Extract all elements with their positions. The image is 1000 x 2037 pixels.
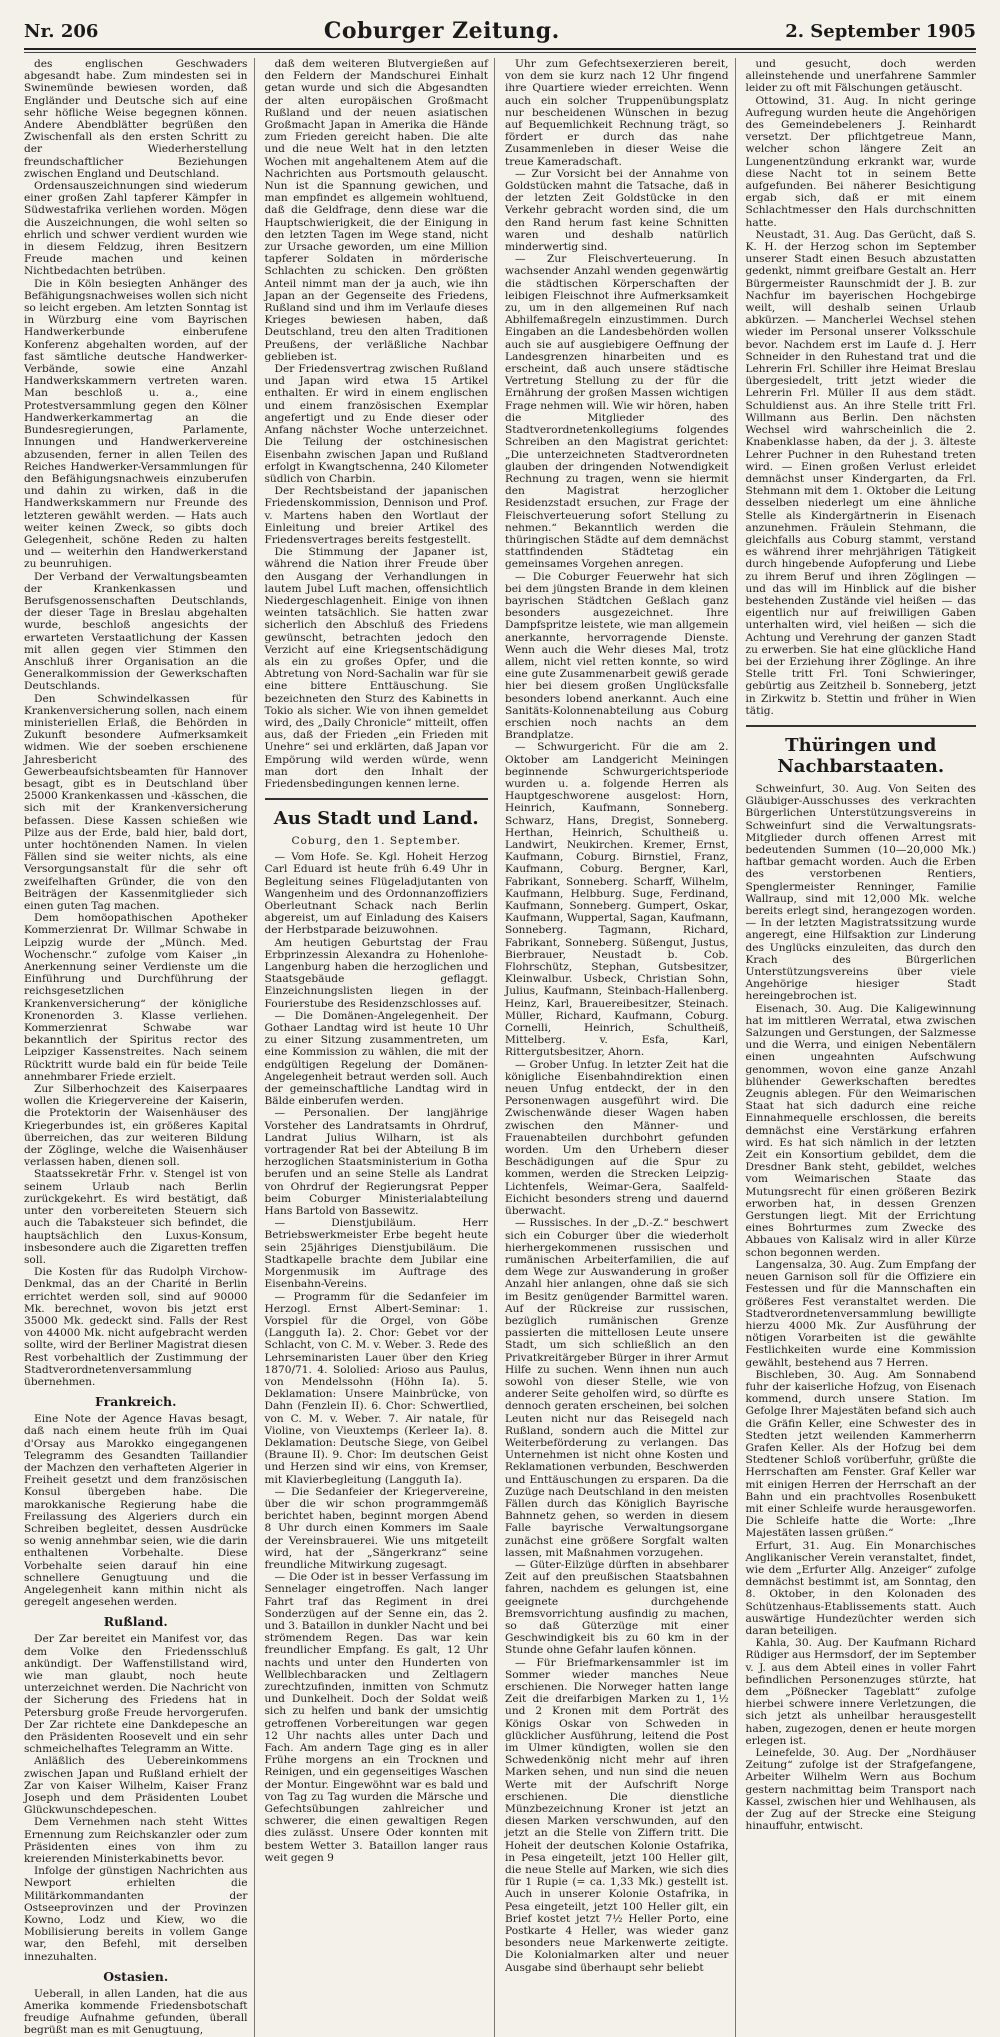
section-heading-ostasien: Ostasien. [103, 1968, 169, 1984]
issue-number: Nr. 206 [24, 20, 99, 42]
column-1 [24, 58, 255, 2037]
article-paragraph: — Für Briefmarkensammler ist im Sommer wieder manches Neue erschienen. Die Norweger hatten lange Zeit die dreifarbigen Marken zu 1, 1½ und 2 Kronen mit dem Porträt des Königs Oskar von Schweden in glücklicher Ausführung, leitend die Post im Ulmer kündigten, wollen sie den Schwedenkönig nicht mehr auf ihren Marken sehen, und nun sind die neuen Werte mit der Aufschrift Norge erschienen. Die dienstliche Münzbezeichnung Kroner ist jetzt an diesen Marken verschwunden, auf den jetzt an die Stelle von Ziffern tritt. Die Hoheit der deutschen Kolonie Ostafrika, in Pesa eingeteilt, jetzt 100 Heller gilt, die neue Stelle auf Marken, wie sich dies für 1 Rupie (= ca. 1,33 Mk.) gestellt ist. Auch in unserer Kolonie Ostafrika, in Pesa eingeteilt, jetzt 100 Heller gilt, ein Brief kostet jetzt 7½ Heller Porto, eine Postkarte 4 Heller, was wieder ganz besonders neue Markenwerte zeitigte. Die Kolonialmarken alter und neuer Ausgabe sind überhaupt sehr beliebt [505, 1656, 729, 1974]
article-paragraph: — Schwurgericht. Für die am 2. Oktober am Landgericht Meiningen beginnende Schwurgerichtsperiode wurden u. a. folgende Herren als Hauptgeschworene ausgelost: Horn, Heinrich, Kaufmann, Sonneberg. Schwarz, Hans, Dregist, Sonneberg. Herthan, Heinrich, Schultheiß u. Landwirt, Neukirchen. Kremer, Ernst, Kaufmann, Coburg. Birnstiel, Franz, Kaufmann, Coburg. Bergner, Karl, Fabrikant, Sonneberg. Scharff, Wilhelm, Kaufmann, Helbburg. Suge, Ferdinand, Kaufmann, Sonneberg. Gumpert, Oskar, Kaufmann, Wuppertal, Sagan, Kaufmann, Sonneberg. Tagmann, Richard, Fabrikant, Sonneberg. Süßengut, Justus, Bierbrauer, Neustadt b. Cob. Flohrschütz, Stephan, Gutsbesitzer, Kleinwalbur. Usbeck, Christian Sohn, Julius, Kaufmann, Steinbach-Hallenberg. Heinz, Karl, Brauereibesitzer, Steinach. Müller, Richard, Kaufmann, Coburg. Cornelli, Heinrich, Schultheiß, Mittelberg. v. Esfa, Karl, Rittergutsbesitzer, Ahorn. [505, 741, 729, 1059]
section-heading-frankreich: Frankreich. [95, 1394, 177, 1410]
article-paragraph: — Personalien. Der langjährige Vorsteher des Landratsamts in Ohrdruf, Landrat Julius Wilharn, ist als vortragender Rat bei der Abteilung B im herzoglichen Staatsministerium in Gotha berufen und an seine Stelle als Landrat von Ohrdruf der Regierungsrat Pepper beim Coburger Ministerialabteilung Hans Bartold von Bassewitz. [264, 1107, 488, 1218]
article-paragraph: — Russisches. In der „D.-Z.“ beschwert sich ein Coburger über die wiederholt hierhergekommenen russischen und rumänischen Arbeiterfamilien, die auf dem Wege zur Auswanderung in großer Anzahl hier anlangen, ohne daß sie sich im Besitz genügender Barmittel waren. Auf der Rückreise zur russischen, bezüglich rumänischen Grenze passierten die mittellosen Leute unsere Stadt, um sich schließlich an den Privatkreitärgeber Bürger in ihrer Armut Hilfe zu suchen. Wenn ihnen nun auch sowohl von dieser Stelle, wie von anderer Seite geholfen wird, so dürfte es dennoch geraten erscheinen, bei solchen Leuten nicht nur das Reisegeld nach Rußland, sondern auch die Mittel zur Weiterbeförderung zu verlangen. Das Unternehmen ist nicht ohne Kosten und Reklamationen verbunden, Beschwerden und Enttäuschungen zu ersparen. Da die Zuzüge nach Deutschland in den meisten Fällen durch das Königlich Bayrische Bahnnetz gehen, so werden in diesem Falle bayrische Verwaltungsorgane zunächst eine größere Sorgfalt walten lassen, mit Maßnahmen vorzugehen. [505, 1217, 729, 1559]
article-paragraph: Erfurt, 31. Aug. Ein Monarchisches Anglikanischer Verein veranstaltet, findet, wie dem „Erfurter Allg. Anzeiger“ zufolge demnächst bestimmt ist, am Sonntag, den 8. Oktober, in den Kolonaden des Schützenhaus-Etablissements statt. Auch auswärtige Hundezüchter werden sich daran beteiligen. [745, 1539, 976, 1637]
article-paragraph: des englischen Geschwaders abgesandt habe. Zum mindesten sei in Swinemünde bewiesen worden, daß Engländer und Deutsche sich auf eine sehr höfliche Weise begegnen können. Andere Abendblätter begrüßen den Zwischenfall als den ersten Schritt zu der Wiederherstellung freundschaftlicher Beziehungen zwischen England und Deutschland. [24, 58, 248, 180]
article-paragraph: daß dem weiteren Blutvergießen auf den Feldern der Mandschurei Einhalt getan wurde und sich die Abgesandten der alten europäischen Großmacht Rußland und der neuen asiatischen Großmacht Japan in Amerika die Hände zum Frieden gereicht haben. Die alte und die neue Welt hat in den letzten Wochen mit angehaltenem Atem auf die Nachrichten aus Portsmouth gelauscht. Nun ist die Spannung gewichen, und man empfindet es allgemein wohltuend, daß die Geldfrage, denn diese war die Hauptschwierigkeit, die der Einigung in den letzten Tagen im Wege stand, nicht zur Ursache geworden, um eine Million tapferer Soldaten in mörderische Schlachten zu schicken. Den größten Anteil nimmt man der ja auch, wie ihn Japan an der Gegenseite des Friedens, Rußland sind und ihm im Verlaufe dieses Krieges bewiesen haben, daß Deutschland, treu den alten Traditionen Preußens, der verläßliche Nachbar geblieben ist. [264, 58, 488, 363]
article-paragraph: — Dienstjubiläum. Herr Betriebswerkmeister Erbe begeht heute sein 25jähriges Dienstjubiläum. Die Stadtkapelle brachte dem Jubilar eine Morgenmusik im Auftrage des Eisenbahn-Vereins. [264, 1217, 488, 1291]
article-paragraph: — Grober Unfug. In letzter Zeit hat die königliche Eisenbahndirektion einen neuen Unfug entdeckt, der in den Personenwagen ausgeführt wird. Die Zwischenwände dieser Wagen haben zwischen den Männer- und Frauenabteilen durchbohrt gefunden worden. Um den Urhebern dieser Beschädigungen auf die Spur zu kommen, werden die Strecken Leipzig-Lichtenfels, Weimar-Gera, Saalfeld-Eichicht besonders streng und dauernd überwacht. [505, 1058, 729, 1218]
column-4 [746, 58, 977, 2037]
article-paragraph: Den Schwindelkassen für Krankenversicherung sollen, nach einem ministeriellen Erlaß, die Behörden in Zukunft besondere Aufmerksamkeit widmen. Wie der soeben erschienene Jahresbericht des Gewerbeaufsichtsbeamten für Hannover besagt, gibt es in Deutschland über 25000 Krankenkassen und -kässchen, die sich mit der Krankenversicherung befassen. Diese Kassen schießen wie Pilze aus der Erde, bald hier, bald dort, unter hochtönenden Namen. In vielen Fällen sind sie weiter nichts, als eine Versorgungsanstalt für die sehr oft zweifelhaften Gründer, die von den Beiträgen der Kassenmitglieder sich einen guten Tag machen. [24, 692, 248, 913]
article-paragraph: Staatssekretär Frhr. v. Stengel ist von seinem Urlaub nach Berlin zurückgekehrt. Es wird bestätigt, daß unter den vorbereiteten Steuern sich auch die Tabaksteuer sich befindet, die hauptsächlich den Luxus-Konsum, insbesondere auch die Zigaretten treffen soll. [24, 1168, 248, 1266]
article-paragraph: — Vom Hofe. Se. Kgl. Hoheit Herzog Carl Eduard ist heute früh 6.49 Uhr in Begleitung seines Flügeladjutanten von Wangenheim und des Ordonnanzoffiziers Oberleutnant Schack nach Berlin abgereist, um auf Einladung des Kaisers der Herbstparade beizuwohnen. [264, 851, 488, 937]
newspaper-title: Coburger Zeitung. [323, 18, 560, 44]
dateline: Coburg, den 1. September. [291, 835, 462, 848]
column-3 [505, 58, 736, 2037]
article-paragraph: Anläßlich des Uebereinkommens zwischen Japan und Rußland erhielt der Zar von Kaiser Wilhelm, Kaiser Franz Joseph und dem Präsidenten Loubet Glückwunschdepeschen. [24, 1755, 248, 1817]
article-paragraph: Der Friedensvertrag zwischen Rußland und Japan wird etwa 15 Artikel enthalten. Er wird in einem englischen und einem französischen Exemplar angefertigt und zu Ende dieser oder Anfang nächster Woche unterzeichnet. Die Teilung der ostchinesischen Eisenbahn zwischen Japan und Rußland erfolgt in Kwangtschenna, 240 Kilometer südlich von Charbin. [264, 363, 488, 485]
column-2 [265, 58, 496, 2037]
article-paragraph: Dem homöopathischen Apotheker Kommerzienrat Dr. Willmar Schwabe in Leipzig wurde der „Münch. Med. Wochenschr.“ zufolge vom Kaiser „in Anerkennung seiner Verdienste um die Einführung und Durchführung der reichsgesetzlichen Krankenversicherung“ der königliche Kronenorden 3. Klasse verliehen. Kommerzienrat Schwabe war bekanntlich der Spiritus rector des Leipziger Kassenstreites. Nach seinem Rücktritt wurde bald ein für beide Teile annehmbarer Friede erzielt. [24, 912, 248, 1083]
article-paragraph: Der Zar bereitet ein Manifest vor, das dem Volke den Friedensschluß ankündigt. Der Waffenstillstand wird, wie man glaubt, noch heute unterzeichnet werden. Die Nachricht von der Sicherung des Friedens hat in Petersburg große Freude hervorgerufen. Der Zar richtete eine Dankdepesche an den Präsidenten Roosevelt und ein sehr schmeichelhaftes Telegramm an Witte. [24, 1633, 248, 1756]
article-paragraph: Ottowind, 31. Aug. In nicht geringe Aufregung wurden heute die Angehörigen des Gemeindebeleners J. Reinhardt versetzt. Der pflichtgetreue Mann, welcher schon längere Zeit an Lungenentzündung erkrankt war, wurde diese Nacht tot in seinem Bette aufgefunden. Bei näherer Besichtigung ergab sich, daß er mit einem Schlachtmesser den Hals durchschnitten hatte. [745, 94, 976, 229]
article-paragraph: Die in Köln besiegten Anhänger des Befähigungsnachweises wollen sich nicht so leicht ergeben. Am letzten Sonntag ist in Würzburg eine vom Bayrischen Handwerkerbunde einberufene Konferenz abgehalten worden, auf der fast sämtliche deutsche Handwerker-Verbände, sowie eine Anzahl Handwerkskammern vertreten waren. Man beschloß u. a., eine Protestversammlung gegen den Kölner Handwerkerkammertag an die Bundesregierungen, Parlamente, Innungen und Handwerkervereine abzusenden, ferner in allen Teilen des Reiches Handwerker-Versammlungen für den Befähigungsnachweis einzuberufen und dahin zu wirken, daß in die Handwerkskammern nur Freunde des letzteren gewählt werden. — Hats auch weiter keinen Zweck, so gibts doch Gelegenheit, schöne Reden zu halten und — weiterhin den Handwerkerstand zu beunruhigen. [24, 277, 248, 571]
article-paragraph: Schweinfurt, 30. Aug. Von Seiten des Gläubiger-Ausschusses des verkrachten Bürgerlichen Unterstützungsvereins in Schweinfurt sind die Verwaltungsrats-Mitglieder durch offenen Arrest mit bedeutenden Summen (10—20,000 Mk.) haftbar gemacht worden. Auch die Erben des verstorbenen Rentiers, Spenglermeister Renninger, Familie Wallraup, sind mit 12,000 Mk. welche bereits erlegt sind, herangezogen worden. — In der letzten Magistratssitzung wurde angeregt, eine Hilfsaktion zur Linderung des Unglücks einzuleiten, das durch den Krach des Bürgerlichen Unterstützungsvereins über viele Angehörige hiesiger Stadt hereingebrochen ist. [745, 782, 976, 1003]
article-paragraph: Ueberall, in allen Landen, hat die aus Amerika kommende Friedensbotschaft freudige Aufnahme gefunden, überall begrüßt man es mit Genugtuung, [24, 1987, 248, 2037]
article-paragraph: und gesucht, doch werden alleinstehende und unerfahrene Sammler leider zu oft mit Fälschungen getäuscht. [745, 58, 976, 95]
article-paragraph: — Programm für die Sedanfeier im Herzogl. Ernst Albert-Seminar: 1. Vorspiel für die Orgel, von Göbe (Langguth Ia). 2. Chor: Gebet vor der Schlacht, von C. M. v. Weber. 3. Rede des Lehrseminaristen Lauer über den Krieg 1870/71. 4. Sololied: Arioso aus Paulus, von Mendelssohn (Höhn Ia). 5. Deklamation: Unsere Mainbrücke, von Dahn (Fenzlein II). 6. Chor: Schwertlied, von C. M. v. Weber. 7. Air natale, für Violine, von Vieuxtemps (Kerleer Ia). 8. Deklamation: Deutsche Siege, von Geibel (Braune II). 9. Chor: Im deutschen Geist und Herzen sind wir eins, von Kremser, mit Klavierbegleitung (Langguth Ia). [264, 1290, 488, 1486]
article-paragraph: — Die Oder ist in besser Verfassung im Sennelager eingetroffen. Nach langer Fahrt traf das Regiment in drei Sonderzügen auf der Senne ein, das 2. und 3. Bataillon in dunkler Nacht und bei strömendem Regen. Das war kein freundlicher Empfang. Es galt, 12 Uhr nachts und unter den Hunderten von Wellblechbaracken und Zeltlagern zurechtzufinden, inmitten von Schmutz und Dunkelheit. Doch der Soldat weiß sich zu helfen und bank der umsichtig getroffenen Vorbereitungen war gegen 12 Uhr nachts alles unter Dach und Fach. Am andern Tage ging es in aller Frühe morgens an ein Trocknen und Reinigen, und ein gegenseitiges Waschen der Montur. Eingewöhnt war es bald und von Tag zu Tag wurden die Märsche und Gefechtsübungen zahlreicher und schwerer, die einen gewaltigen Regen dies zulässt. Unsere Oder konnten mit bestem Wetter 3. Bataillon langer raus weit gegen 9 [264, 1571, 488, 1864]
article-paragraph: Langensalza, 30. Aug. Zum Empfang der neuen Garnison soll für die Offiziere ein Festessen und für die Mannschaften ein größeres Fest veranstaltet werden. Die Stadtverordnetenversammlung bewilligte hierzu 4000 Mk. Zur Ausführung der nötigen Vorarbeiten ist die gewählte Festlichkeiten wurde eine Kommission gewählt, bestehend aus 7 Herren. [745, 1258, 976, 1369]
section-heading-russland: Rußland. [103, 1614, 168, 1630]
article-paragraph: — Güter-Eilzüge dürften in absehbarer Zeit auf den preußischen Staatsbahnen fahren, nachdem es gelungen ist, eine geeignete durchgehende Bremsvorrichtung ausfindig zu machen, so daß Güterzüge mit einer Geschwindigkeit bis zu 60 km in der Stunde ohne Gefahr laufen können. [505, 1558, 729, 1657]
article-paragraph: Am heutigen Geburtstag der Frau Erbprinzessin Alexandra zu Hohenlohe-Langenburg haben die herzoglichen und Staatsgebäude geflaggt. Einzeichnungslisten liegen in der Fourierstube des Residenzschlosses auf. [264, 936, 488, 1010]
issue-date: 2. September 1905 [785, 20, 976, 42]
article-paragraph: Die Kosten für das Rudolph Virchow-Denkmal, das an der Charité in Berlin errichtet werden soll, sind auf 90000 Mk. berechnet, wovon bis jetzt erst 35000 Mk. gedeckt sind. Falls der Rest von 44000 Mk. nicht aufgebracht werden sollte, wird der Berliner Magistrat diesen Rest vorbehaltlich der Zustimmung der Stadtverordnetenversammlung übernehmen. [24, 1266, 248, 1388]
article-paragraph: Der Verband der Verwaltungsbeamten der Krankenkassen und Berufsgenossenschaften Deutschlands, der dieser Tage in Breslau abgehalten wurde, beschloß angesichts der erwarteten Verstaatlichung der Kassen mit allen gegen vier Stimmen den Anschluß ihrer Organisation an die Generalkommission der Gewerkschaften Deutschlands. [24, 570, 248, 693]
article-paragraph: Die Stimmung der Japaner ist, während die Nation ihrer Freude über den Ausgang der Verhandlungen in lautem Jubel Luft machen, offensichtlich Niedergeschlagenheit. Einige von ihnen weinten tatsächlich. Sie hatten zwar sicherlich den Abschluß des Friedens gewünscht, betrachten jedoch den Verzicht auf eine Kriegsentschädigung als ein zu großes Opfer, und die Abtretung von Nord-Sachalin war für sie eine bittere Enttäuschung. Sie bezeichneten den Sturz des Kabinetts in Tokio als sicher. Wie von ihnen gemeldet wird, des „Daily Chronicle“ mitteilt, offen aus, daß der Frieden „ein Frieden mit Unehre“ sei und erklärten, daß Japan vor Empörung wild werden würde, wenn man dort den Inhalt der Friedensbedingungen kennen lerne. [264, 546, 488, 790]
article-paragraph: Kahla, 30. Aug. Der Kaufmann Richard Rüdiger aus Hermsdorf, der im September v. J. aus dem Abteil eines in voller Fahrt befindlichen Personenzuges stürzte, hat dem „Pößnecker Tageblatt“ zufolge hierbei schwere innere Verletzungen, die sich jetzt als unheilbar herausgestellt haben, zugezogen, denen er heute morgen erlegen ist. [745, 1637, 976, 1747]
article-paragraph: — Zur Fleischverteuerung. In wachsender Anzahl wenden gegenwärtig die städtischen Körperschaften der leibigen Fleischnot ihre Aufmerksamkeit zu, um in den allgemeinen Ruf nach Abhilfemaßregeln einzustimmen. Durch Eingaben an die Landesbehörden wollen auch sie auf ausgiebigere Oeffnung der Landesgrenzen hinarbeiten und es erscheint, daß auch unsere städtische Vertretung Stellung zu der für die Ernährung der großen Massen wichtigen Frage nehmen will. Wie wir hören, haben die Mitglieder des Stadtverordnetenkollegiums folgendes Schreiben an den Magistrat gerichtet: „Die unterzeichneten Stadtverordneten glauben der dringenden Notwendigkeit Rechnung zu tragen, wenn sie hiermit den Magistrat herzoglicher Residenzstadt ersuchen, zur Frage der Fleischverteuerung sofort Stellung zu nehmen.“ Bekanntlich werden die thüringischen Städte auf dem demnächst stattfindenden Städtetag ein gemeinsames Vorgehen anregen. [505, 253, 729, 571]
article-paragraph: Eine Note der Agence Havas besagt, daß nach einem heute früh im Quai d'Orsay aus Marokko eingegangenen Telegramm des Gesandten Taillandier der Machzen den verhafteten Algerier in Freiheit gesetzt und dem französischen Konsul übergeben habe. Die marokkanische Regierung habe die Freilassung des Algeriers durch ein Schreiben begleitet, dessen Ausdrücke so wenig annehmbar seien, wie die darin enthaltenen Vorbehalte. Diese Vorbehalte seien darauf hin eine schnellere Genugtuung und die Angelegenheit kann mithin nicht als geregelt angesehen werden. [24, 1413, 248, 1609]
section-heading-stadt-und-land: Aus Stadt und Land. [273, 808, 479, 830]
masthead-rule [24, 52, 976, 53]
section-divider [265, 798, 489, 800]
article-paragraph: — Die Coburger Feuerwehr hat sich bei dem jüngsten Brande in dem kleinen bayrischen Städtchen Geßlach ganz besonders ausgezeichnet. Ihre Dampfspritze leistete, wie man allgemein anerkannte, hervorragende Dienste. Wenn auch die Wehr dieses Mal, trotz allem, nicht viel retten konnte, so wird eine gute Zusammenarbeit gewiß gerade hier bei diesem großen Unglücksfalle besonders lobend anerkannt. Auch eine Sanitäts-Kolonnenabteilung aus Coburg erschien noch nachts an dem Brandplatze. [505, 570, 729, 742]
article-paragraph: Ordensauszeichnungen sind wiederum einer großen Zahl tapferer Kämpfer in Südwestafrika verliehen worden. Mögen die Auszeichnungen, die wohl selten so ehrlich und schwer verdient wurden wie in diesem Feldzug, ihren Besitzern Freude machen und keinen Nichtbedachten betrüben. [24, 180, 248, 278]
article-paragraph: Der Rechtsbeistand der japanischen Friedenskommission, Dennison und Prof. v. Martens haben den Wortlaut der Einleitung und breier Artikel des Friedensvertrages bereits festgestellt. [264, 485, 488, 546]
article-paragraph: Neustadt, 31. Aug. Das Gerücht, daß S. K. H. der Herzog schon im September unserer Stadt einen Besuch abzustatten gedenkt, nimmt greifbare Gestalt an. Herr Bürgermeister Raunschmidt der J. B. zur Nachfur im bayerischen Hochgebirge weilt, will deshalb seinen Urlaub abkürzen. — Mancherlei Wechsel stehen wieder im Personal unserer Volksschule bevor. Nachdem erst im Laufe d. J. Herr Schneider in den Ruhestand trat und die Lehrerin Frl. Schiller ihre Heimat Breslau übergesiedelt, tritt jetzt wieder die Lehrerin Frl. Müller II aus dem städt. Schuldienst aus. An ihre Stelle tritt Frl. Willmann aus Berlin. Den nächsten Wechsel wird wahrscheinlich die 2. Knabenklasse haben, da der j. 3. älteste Lehrer Puchner in den Ruhestand treten wird. — Einen großen Verlust erleidet demnächst unser Kindergarten, da Frl. Stehmann mit dem 1. Oktober die Leitung desselben niederlegt um eine ähnliche Stelle als Kindergärtnerin in Eisenach anzunehmen. Fräulein Stehmann, die gleichfalls aus Coburg stammt, verstand es während ihrer mehrjährigen Tätigkeit durch hingebende Aufopferung und Liebe zu ihrem Beruf und ihren Zöglingen — und das will im Hinblick auf die bisher bestehenden Zustände viel heißen — das eigentlich nur auf freiwilligen Gaben unterhalten wird, viel heißen — sich die Achtung und Verehrung der ganzen Stadt zu erwerben. Sie hat eine glückliche Hand bei der Erziehung ihrer Zöglinge. An ihre Stelle tritt Frl. Toni Schwieringer, gebürtig aus Zeitzheil b. Sonneberg, jetzt in Zirkwitz b. Stettin und früher in Wien tätig. [745, 228, 976, 717]
article-paragraph: Leinefelde, 30. Aug. Der „Nordhäuser Zeitung“ zufolge ist der Strafgefangene, Arbeiter Wilhelm Wern aus Bochum gestern nachmittag beim Transport nach Kassel, zwischen hier und Wehlhausen, als der Zug auf der Strecke eine Steigung hinauffuhr, entwischt. [745, 1747, 976, 1833]
article-paragraph: — Die Sedanfeier der Kriegervereine, über die wir schon programmgemäß berichtet haben, beginnt morgen Abend 8 Uhr durch einen Kommers im Saale der Vereinsbrauerei. Wie uns mitgeteilt wird, hat der „Sängerkranz“ seine freundliche Mitwirkung zugesagt. [264, 1485, 488, 1571]
article-paragraph: Dem Vernehmen nach steht Wittes Ernennung zum Reichskanzler oder zum Präsidenten eines von ihm zu kreierenden Ministerkabinetts bevor. [24, 1816, 248, 1866]
article-paragraph: Bischleben, 30. Aug. Am Sonnabend fuhr der kaiserliche Hofzug, von Eisenach kommend, durch unsere Station. Im Gefolge Ihrer Majestäten befand sich auch die Gräfin Keller, eine Schwester des in Stedten jetzt weilenden Kammerherrn Grafen Keller. Als der Hofzug bei dem Stedtener Schloß vorüberfuhr, grüßte die Herrschaften am Fenster. Graf Keller war mit einigen Herren der Herrschaft an der Bahn und ein prachtvolles Rosenbukett mit einer Schleife wurde herausgeworfen. Die Schleife hatte die Worte: „Ihre Majestäten lassen grüßen.“ [745, 1368, 976, 1540]
article-paragraph: — Die Domänen-Angelegenheit. Der Gothaer Landtag wird ist heute 10 Uhr zu einer Sitzung zusammentreten, um eine Kommission zu wählen, die mit der endgültigen Regelung der Domänen-Angelegenheit betraut werden soll. Auch der gemeinschaftliche Landtag wird in Bälde einberufen werden. [264, 1009, 488, 1108]
article-paragraph: Infolge der günstigen Nachrichten aus Newport erhielten die Militärkommandanten der Ostseeprovinzen und der Provinzen Kowno, Lodz und Kiew, wo die Mobilisierung bereits in vollem Gange war, den Befehl, mit derselben innezuhalten. [24, 1865, 248, 1963]
section-divider [746, 725, 977, 727]
masthead [24, 14, 976, 50]
article-paragraph: Uhr zum Gefechtsexerzieren bereit, von dem sie kurz nach 12 Uhr fingend ihre Quartiere wieder erreichten. Wenn auch ein solcher Truppenübungsplatz nur bescheidenen Wünschen in bezug auf Bequemlichkeit Rechnung trägt, so fördert er durch das nahe Zusammenleben in dieser Weise die treue Kameradschaft. [505, 58, 729, 168]
article-paragraph: Zur Silberhochzeit des Kaiserpaares wollen die Kriegervereine der Kaiserin, die Protektorin der Waisenhäuser des Kriegerbundes ist, ein größeres Kapital überreichen, das zur weiteren Bildung der Zöglinge, welche die Waisenhäuser verlassen haben, dienen soll. [24, 1083, 248, 1169]
section-heading-thueringen: Thüringen und Nachbarstaaten. [777, 734, 945, 777]
article-paragraph: Eisenach, 30. Aug. Die Kaligewinnung hat im mittleren Werratal, etwa zwischen Salzungen und Gerstungen, der Salzmesse und die Werra, und einigen Nebentälern einen ungeahnten Aufschwung genommen, wovon eine ganze Anzahl blühender Gewerkschaften beredtes Zeugnis ablegen. Für den Weimarischen Staat hat sich dadurch eine reiche Einnahmequelle erschlossen, die bereits demnächst eine Verstärkung erfahren wird. Es hat sich nämlich in der letzten Zeit ein Konsortium gebildet, dem die Dresdner Bank steht, gebildet, welches vom Weimarischen Staate das Mutungsrecht für einen größeren Bezirk erworben hat, in dessen Grenzen Gerstungen liegt. Mit der Errichtung eines Bohrturmes zum Zwecke des Abbaues von Kalisalz wird in aller Kürze schon begonnen werden. [745, 1002, 976, 1259]
text-columns [24, 58, 976, 2037]
article-paragraph: — Zur Vorsicht bei der Annahme von Goldstücken mahnt die Tatsache, daß in der letzten Zeit Goldstücke in den Verkehr gebracht worden sind, die um den Rand herum fast keine Schnitten waren und deshalb natürlich minderwertig sind. [505, 167, 729, 254]
